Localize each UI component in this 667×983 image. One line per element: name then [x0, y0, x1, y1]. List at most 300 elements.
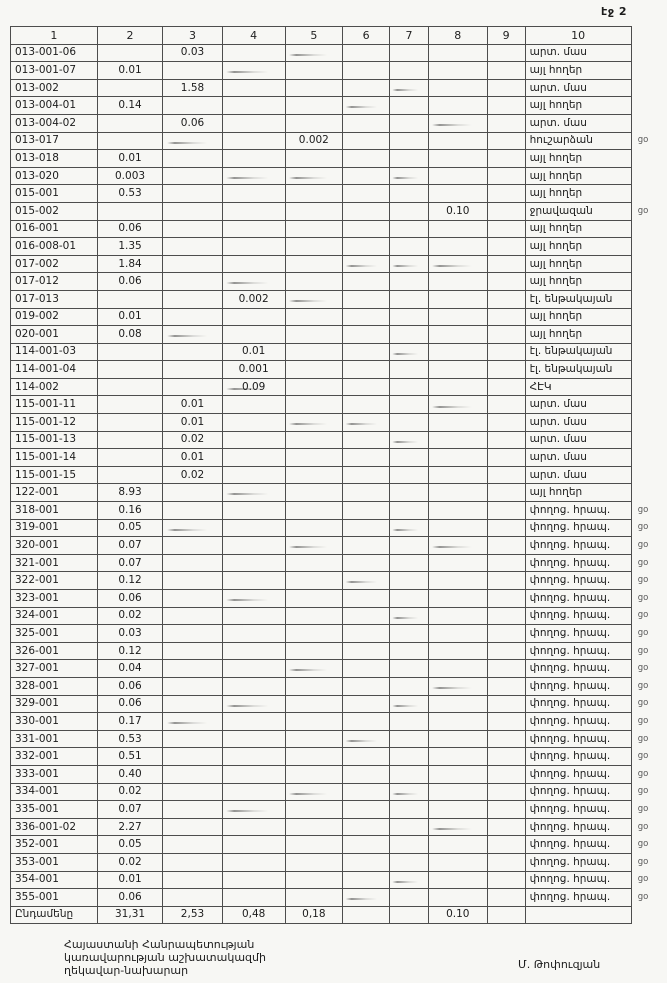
- cell: [428, 853, 487, 871]
- cell: [222, 466, 285, 484]
- cell: [428, 765, 487, 783]
- cell: 0.01: [163, 414, 222, 432]
- cell: 352-001: [11, 836, 98, 854]
- table-row: [11, 343, 667, 361]
- cell: 0.06: [97, 695, 163, 713]
- cell: [285, 167, 343, 185]
- cell: արտ. մաս: [525, 396, 631, 414]
- cell: [428, 308, 487, 326]
- margin-note: [631, 238, 666, 256]
- cell: 0.01: [163, 449, 222, 467]
- cell: [343, 783, 390, 801]
- cell: [285, 361, 343, 379]
- cell: [428, 519, 487, 537]
- margin-note: [631, 27, 666, 45]
- total-cell: 2,53: [163, 906, 222, 924]
- cell: [343, 431, 390, 449]
- cell: [285, 572, 343, 590]
- cell: [390, 238, 429, 256]
- cell: [222, 871, 285, 889]
- cell: [428, 537, 487, 555]
- cell: 0.17: [97, 713, 163, 731]
- cell: [343, 607, 390, 625]
- cell: [428, 660, 487, 678]
- table-row: [11, 765, 667, 783]
- cell: [285, 818, 343, 836]
- margin-note: [631, 396, 666, 414]
- cell: փողոց. հրապ.: [525, 642, 631, 660]
- cell: 0.05: [97, 836, 163, 854]
- cell: [390, 502, 429, 520]
- cell: [390, 449, 429, 467]
- cell: [163, 519, 222, 537]
- cell: 115-001-13: [11, 431, 98, 449]
- cell: [428, 79, 487, 97]
- cell: [285, 519, 343, 537]
- cell: [163, 502, 222, 520]
- margin-note: [631, 343, 666, 361]
- table-row: [11, 396, 667, 414]
- cell: [487, 44, 525, 62]
- cell: [428, 255, 487, 273]
- cell: [285, 97, 343, 115]
- cell: [97, 44, 163, 62]
- cell: [285, 273, 343, 291]
- cell: [163, 132, 222, 150]
- cell: [97, 449, 163, 467]
- cell: [222, 748, 285, 766]
- cell: [285, 202, 343, 220]
- cell: [487, 132, 525, 150]
- cell: [487, 519, 525, 537]
- cell: 326-001: [11, 642, 98, 660]
- cell: [285, 625, 343, 643]
- margin-note: ցօ: [637, 891, 649, 902]
- cell: [222, 853, 285, 871]
- cell: [487, 220, 525, 238]
- land-parcel-table: [10, 26, 667, 924]
- total-cell: [390, 906, 429, 924]
- cell: [222, 220, 285, 238]
- cell: 0.02: [97, 783, 163, 801]
- cell: [222, 537, 285, 555]
- cell: [163, 62, 222, 80]
- cell: փողոց. հրապ.: [525, 677, 631, 695]
- cell: 0.04: [97, 660, 163, 678]
- cell: [222, 484, 285, 502]
- cell: 0.53: [97, 185, 163, 203]
- table-row: [11, 326, 667, 344]
- cell: [222, 889, 285, 907]
- cell: 0.14: [97, 97, 163, 115]
- cell: [343, 273, 390, 291]
- cell: 0.06: [97, 677, 163, 695]
- cell: [343, 537, 390, 555]
- cell: [428, 889, 487, 907]
- column-header: 8: [428, 27, 487, 45]
- cell: [343, 132, 390, 150]
- cell: [163, 484, 222, 502]
- margin-note: ցօ: [637, 627, 649, 638]
- table-row: [11, 554, 667, 572]
- table-row: [11, 378, 667, 396]
- cell: [163, 783, 222, 801]
- cell: [163, 554, 222, 572]
- cell: [163, 836, 222, 854]
- cell: [222, 396, 285, 414]
- cell: [390, 730, 429, 748]
- cell: 0.02: [163, 431, 222, 449]
- cell: [285, 677, 343, 695]
- cell: փողոց. հրապ.: [525, 537, 631, 555]
- cell: 0.003: [97, 167, 163, 185]
- margin-note: [631, 361, 666, 379]
- cell: [390, 220, 429, 238]
- cell: [390, 660, 429, 678]
- cell: [487, 853, 525, 871]
- cell: 331-001: [11, 730, 98, 748]
- cell: [428, 273, 487, 291]
- margin-note: ցօ: [637, 575, 649, 586]
- cell: [97, 466, 163, 484]
- cell: [343, 871, 390, 889]
- cell: [285, 431, 343, 449]
- cell: փողոց. հրապ.: [525, 853, 631, 871]
- margin-note: [631, 431, 666, 449]
- cell: [428, 378, 487, 396]
- cell: [222, 44, 285, 62]
- margin-note: [631, 220, 666, 238]
- total-cell: 31,31: [97, 906, 163, 924]
- cell: [390, 62, 429, 80]
- cell: [390, 695, 429, 713]
- cell: փողոց. հրապ.: [525, 801, 631, 819]
- cell: փողոց. հրապ.: [525, 765, 631, 783]
- table-row: [11, 537, 667, 555]
- table-row: [11, 62, 667, 80]
- cell: [487, 290, 525, 308]
- signatory-title-line-2: կառավարության աշխատակազմի: [64, 951, 266, 964]
- cell: [487, 590, 525, 608]
- cell: [285, 308, 343, 326]
- cell: [343, 167, 390, 185]
- table-row: [11, 202, 667, 220]
- cell: [428, 801, 487, 819]
- cell: փողոց. հրապ.: [525, 871, 631, 889]
- cell: [97, 396, 163, 414]
- cell: [163, 326, 222, 344]
- cell: [428, 150, 487, 168]
- cell: այլ հողեր: [525, 220, 631, 238]
- cell: [487, 185, 525, 203]
- cell: [487, 97, 525, 115]
- cell: [222, 590, 285, 608]
- cell: [285, 238, 343, 256]
- cell: [285, 44, 343, 62]
- cell: [285, 642, 343, 660]
- margin-note: [631, 449, 666, 467]
- cell: [285, 730, 343, 748]
- table-row: [11, 220, 667, 238]
- cell: [163, 889, 222, 907]
- cell: [285, 290, 343, 308]
- cell: [428, 695, 487, 713]
- cell: [428, 818, 487, 836]
- cell: 013-018: [11, 150, 98, 168]
- cell: փողոց. հրապ.: [525, 695, 631, 713]
- table-row: [11, 97, 667, 115]
- cell: [163, 853, 222, 871]
- cell: 0.10: [428, 202, 487, 220]
- cell: [390, 801, 429, 819]
- margin-note: ցօ: [637, 592, 649, 603]
- cell: 0.02: [97, 853, 163, 871]
- cell: [390, 590, 429, 608]
- cell: 0.01: [97, 308, 163, 326]
- cell: 0.12: [97, 642, 163, 660]
- cell: [97, 202, 163, 220]
- cell: [428, 290, 487, 308]
- cell: 0.02: [163, 466, 222, 484]
- margin-note: [631, 44, 666, 62]
- cell: [390, 607, 429, 625]
- cell: [390, 361, 429, 379]
- cell: [343, 378, 390, 396]
- cell: փողոց. հրապ.: [525, 730, 631, 748]
- cell: [222, 326, 285, 344]
- cell: [163, 290, 222, 308]
- cell: [428, 343, 487, 361]
- margin-note: ցօ: [637, 786, 649, 797]
- cell: 0.001: [222, 361, 285, 379]
- column-header: 2: [97, 27, 163, 45]
- cell: [390, 642, 429, 660]
- cell: 114-001-03: [11, 343, 98, 361]
- cell: [163, 590, 222, 608]
- cell: [222, 62, 285, 80]
- cell: [222, 167, 285, 185]
- cell: [390, 326, 429, 344]
- cell: [343, 554, 390, 572]
- cell: [390, 202, 429, 220]
- cell: 0.03: [97, 625, 163, 643]
- cell: [390, 132, 429, 150]
- table-header: [11, 27, 667, 45]
- cell: փողոց. հրապ.: [525, 590, 631, 608]
- cell: [487, 431, 525, 449]
- cell: փողոց. հրապ.: [525, 572, 631, 590]
- table-row: [11, 660, 667, 678]
- cell: այլ հողեր: [525, 167, 631, 185]
- cell: [343, 466, 390, 484]
- cell: [285, 220, 343, 238]
- cell: [163, 238, 222, 256]
- margin-note: ցօ: [637, 205, 649, 216]
- cell: [285, 484, 343, 502]
- cell: 115-001-11: [11, 396, 98, 414]
- cell: [390, 167, 429, 185]
- cell: էլ. ենթակայան: [525, 290, 631, 308]
- cell: փողոց. հրապ.: [525, 625, 631, 643]
- cell: [487, 79, 525, 97]
- cell: [390, 466, 429, 484]
- table-row: [11, 730, 667, 748]
- margin-note: ցօ: [637, 803, 649, 814]
- cell: 0.53: [97, 730, 163, 748]
- cell: [390, 396, 429, 414]
- cell: փողոց. հրապ.: [525, 783, 631, 801]
- cell: [222, 132, 285, 150]
- cell: [428, 414, 487, 432]
- cell: 318-001: [11, 502, 98, 520]
- cell: 0.02: [97, 607, 163, 625]
- cell: [163, 748, 222, 766]
- cell: [285, 114, 343, 132]
- cell: ջրավազան: [525, 202, 631, 220]
- cell: 0.01: [97, 871, 163, 889]
- cell: 020-001: [11, 326, 98, 344]
- column-header: 9: [487, 27, 525, 45]
- cell: 0.06: [97, 273, 163, 291]
- cell: [343, 502, 390, 520]
- margin-note: [631, 273, 666, 291]
- cell: էլ. ենթակայան: [525, 343, 631, 361]
- cell: 0.06: [97, 590, 163, 608]
- cell: [163, 273, 222, 291]
- cell: այլ հողեր: [525, 484, 631, 502]
- cell: 0.01: [97, 150, 163, 168]
- cell: [343, 660, 390, 678]
- margin-note: [631, 414, 666, 432]
- cell: [222, 273, 285, 291]
- cell: [390, 783, 429, 801]
- cell: [163, 308, 222, 326]
- cell: [222, 414, 285, 432]
- margin-note: ցօ: [637, 680, 649, 691]
- cell: [428, 783, 487, 801]
- cell: [343, 572, 390, 590]
- cell: [487, 273, 525, 291]
- cell: [428, 361, 487, 379]
- cell: այլ հողեր: [525, 326, 631, 344]
- cell: [390, 308, 429, 326]
- cell: [222, 818, 285, 836]
- cell: [222, 114, 285, 132]
- cell: 320-001: [11, 537, 98, 555]
- cell: փողոց. հրապ.: [525, 748, 631, 766]
- cell: 328-001: [11, 677, 98, 695]
- cell: 0.51: [97, 748, 163, 766]
- cell: 115-001-14: [11, 449, 98, 467]
- cell: [222, 554, 285, 572]
- cell: 0.06: [97, 220, 163, 238]
- cell: փողոց. հրապ.: [525, 660, 631, 678]
- cell: [343, 713, 390, 731]
- cell: [285, 449, 343, 467]
- margin-note: ցօ: [637, 874, 649, 885]
- signatory-title-block: [64, 938, 266, 977]
- margin-note: [631, 150, 666, 168]
- table-row: [11, 642, 667, 660]
- cell: 122-001: [11, 484, 98, 502]
- cell: 0.002: [222, 290, 285, 308]
- cell: [163, 677, 222, 695]
- cell: փողոց. հրապ.: [525, 889, 631, 907]
- margin-note: [631, 378, 666, 396]
- table-row: [11, 44, 667, 62]
- cell: 353-001: [11, 853, 98, 871]
- cell: [487, 466, 525, 484]
- cell: [343, 290, 390, 308]
- cell: [428, 554, 487, 572]
- cell: [390, 836, 429, 854]
- cell: 015-001: [11, 185, 98, 203]
- cell: 017-012: [11, 273, 98, 291]
- cell: [343, 730, 390, 748]
- cell: [428, 590, 487, 608]
- margin-note: ցօ: [637, 715, 649, 726]
- cell: [390, 572, 429, 590]
- cell: [97, 132, 163, 150]
- cell: [285, 79, 343, 97]
- cell: [487, 167, 525, 185]
- column-header: 10: [525, 27, 631, 45]
- margin-note: ցօ: [637, 610, 649, 621]
- cell: [390, 765, 429, 783]
- cell: 0.06: [97, 889, 163, 907]
- margin-note: ցօ: [637, 135, 649, 146]
- cell: [390, 255, 429, 273]
- table-footer: [11, 906, 667, 924]
- cell: [163, 343, 222, 361]
- cell: [487, 572, 525, 590]
- table-row: [11, 150, 667, 168]
- cell: [222, 238, 285, 256]
- cell: 013-004-02: [11, 114, 98, 132]
- cell: [487, 484, 525, 502]
- cell: [222, 185, 285, 203]
- table-row: [11, 114, 667, 132]
- cell: [343, 765, 390, 783]
- cell: 335-001: [11, 801, 98, 819]
- margin-note: ցօ: [637, 645, 649, 656]
- cell: [163, 150, 222, 168]
- cell: [390, 537, 429, 555]
- cell: [390, 871, 429, 889]
- table-row: [11, 502, 667, 520]
- column-header: 3: [163, 27, 222, 45]
- cell: [222, 97, 285, 115]
- table-row: [11, 449, 667, 467]
- cell: 330-001: [11, 713, 98, 731]
- margin-note: ցօ: [637, 540, 649, 551]
- cell: այլ հողեր: [525, 62, 631, 80]
- cell: 013-001-07: [11, 62, 98, 80]
- cell: [222, 836, 285, 854]
- margin-note: ցօ: [637, 856, 649, 867]
- cell: [343, 150, 390, 168]
- table-row: [11, 238, 667, 256]
- cell: այլ հողեր: [525, 97, 631, 115]
- cell: [343, 396, 390, 414]
- cell: [222, 255, 285, 273]
- cell: [343, 836, 390, 854]
- cell: [343, 202, 390, 220]
- cell: [285, 871, 343, 889]
- cell: [390, 889, 429, 907]
- cell: [285, 554, 343, 572]
- cell: [428, 326, 487, 344]
